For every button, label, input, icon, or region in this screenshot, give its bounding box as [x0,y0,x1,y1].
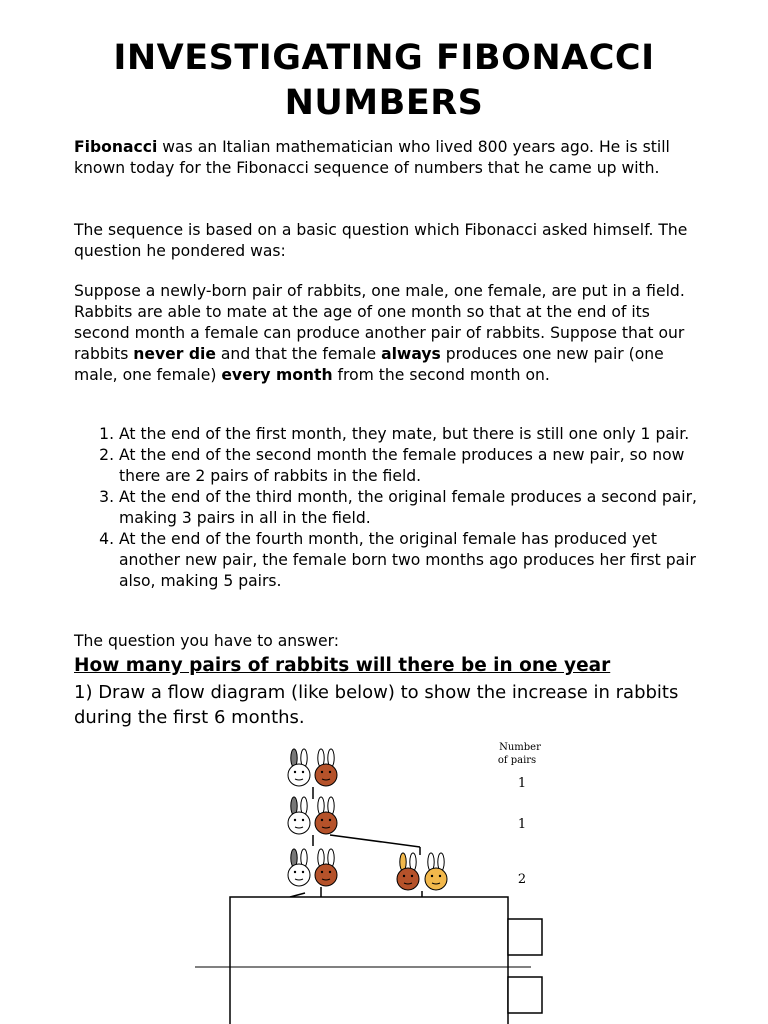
list-item: 3. At the end of the third month, the original female produces a second pair, making 3 pairs in all in the field. [119,487,719,529]
rabbit-paragraph [74,281,704,386]
rabbit-white-icon [288,797,310,834]
task-instruction: 1) Draw a flow diagram (like below) to show the increase in rabbits during the first 6 months. [74,682,679,728]
rabbit-text-1: Suppose a newly-born pair of rabbits, one male, one female, are put in a field. Rabbits are able to mate at the age of one month so that at the end of its second month a female can produce another pair of rabbits. Suppose that our rabbits [74,282,685,363]
rabbit-brown-icon [315,797,337,834]
list-item: 1. At the end of the first month, they mate, but there is still one only 1 pair. [119,424,719,445]
page-title [74,36,694,126]
title-line-2: NUMBERS [284,83,484,123]
rabbit-text-3: produces one new pair (one male, one female) [74,345,664,384]
rabbit-text-2: and that the female [215,345,382,363]
title-line-1: INVESTIGATING FIBONACCI [113,38,655,78]
rabbit-bold-1: never die [133,345,216,363]
question-intro: The question you have to answer: [74,632,340,650]
rabbit-brown-icon [315,749,337,786]
pair-count-1: 1 [517,776,527,791]
answer-box-1 [508,919,542,955]
rabbit-flow-diagram [0,735,768,1024]
rabbit-text-4: from the second month on. [332,366,550,384]
answer-box-2 [508,977,542,1013]
pair-count-3: 2 [517,872,527,887]
blank-drawing-box [230,897,508,1024]
pairs-header-line-1: Number [499,742,541,753]
rabbit-white-icon [288,749,310,786]
sequence-paragraph: The sequence is based on a basic question which Fibonacci asked himself. The question he pondered was: [74,221,688,260]
rabbit-bold-3: every month [221,366,333,384]
rabbit-bold-2: always [381,345,441,363]
rabbit-brown-icon [397,853,419,890]
rabbit-yellow-icon [425,853,447,890]
intro-bold: Fibonacci [74,138,158,156]
intro-paragraph [74,137,704,179]
rabbit-white-icon [288,849,310,886]
question-heading: How many pairs of rabbits will there be in one year [74,655,611,676]
pair-count-2: 1 [517,817,527,832]
pairs-header-line-2: of pairs [497,755,537,766]
intro-text: was an Italian mathematician who lived 800 years ago. He is still known today for the Fibonacci sequence of numbers that he came up with. [74,138,670,177]
list-item: 2. At the end of the second month the female produces a new pair, so now there are 2 pairs of rabbits in the field. [119,445,719,487]
steps-list [97,424,719,592]
rabbit-brown-icon [315,849,337,886]
list-item: 4. At the end of the fourth month, the original female has produced yet another new pair, the female born two months ago produces her first pair also, making 5 pairs. [119,529,719,592]
